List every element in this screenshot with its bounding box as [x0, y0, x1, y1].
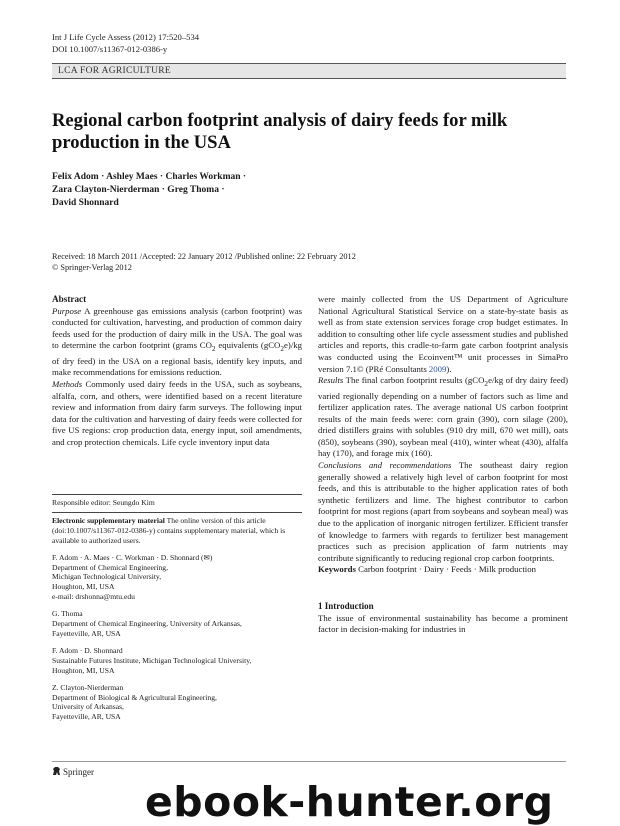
- affiliation-line: Department of Chemical Engineering, University of Arkansas,: [52, 619, 242, 629]
- subscript: 2: [211, 345, 216, 354]
- affiliation-line: Sustainable Futures Institute, Michigan Technological University,: [52, 655, 252, 665]
- author-line: Zara Clayton-Nierderman · Greg Thoma ·: [52, 184, 225, 195]
- methods-text-end: ).: [446, 363, 452, 374]
- abstract-methods-continued: [318, 294, 568, 375]
- purpose-text: e)/kg of dry feed) in the USA on a regional basis, identify key inputs, and make recommendations for emissions reduction.: [52, 340, 303, 378]
- abstract-conclusions: [318, 460, 568, 564]
- keywords: [318, 564, 568, 576]
- publisher-name: Springer: [63, 767, 94, 777]
- abstract-heading: Abstract: [52, 294, 87, 304]
- affiliation-names: F. Adom · D. Shonnard: [52, 645, 123, 655]
- copyright: © Springer-Verlag 2012: [52, 263, 132, 272]
- abstract-results: [318, 375, 568, 460]
- affiliation-line: Department of Chemical Engineering,: [52, 562, 168, 572]
- esm-label: Electronic supplementary material: [52, 515, 165, 525]
- title-line-2: production in the USA: [52, 132, 231, 153]
- abstract-methods: [52, 379, 302, 449]
- subscript: 2: [280, 345, 285, 354]
- affiliation-line: Fayetteville, AR, USA: [52, 712, 121, 722]
- affiliation-line: University of Arkansas,: [52, 702, 124, 712]
- affiliation-line: Houghton, MI, USA: [52, 582, 115, 592]
- conclusions-text: The southeast dairy region generally showed a relatively high level of carbon footprint for most feeds, and this is attributable to the higher application rates of both synthetic fertilizers and lime. The highest contributor to carbon footprint for most regions (apart from soybeans and soybean meal) was due to the application of inorganic nitrogen fertilizer. Efficient transfer of knowledge to farmers with regards to fertilizer best management practices such as precision application of farm nutrients may contribute significantly to reducing regional crop carbon footprints.: [318, 460, 568, 563]
- results-text: The final carbon footprint results (gCO: [343, 375, 485, 386]
- abstract-left-column: [52, 294, 302, 448]
- affiliation-line: Fayetteville, AR, USA: [52, 628, 121, 638]
- subscript: 2: [484, 379, 489, 388]
- affiliation-names: F. Adom · A. Maes · C. Workman · D. Shonnard (✉): [52, 552, 213, 562]
- doi: DOI 10.1007/s11367-012-0386-y: [52, 43, 168, 54]
- abstract-right-column: [318, 294, 568, 636]
- purpose-label: Purpose: [52, 305, 82, 316]
- methods-label: Methods: [52, 378, 83, 389]
- authors: [52, 171, 352, 209]
- author-line: Felix Adom · Ashley Maes · Charles Workman ·: [52, 172, 247, 182]
- notes-divider: [52, 512, 302, 513]
- methods-text: were mainly collected from the US Department of Agriculture National Agricultural Statistical Service on a state-by-state basis as well as from state extension services forage crop budget estimates. In addition to consulting other life cycle assessment studies and published articles and reports, this cradle-to-farm gate carbon footprint analysis was conducted using the Ecoinvent™ unit processes in SimaPro version 7.1© (PRé Consultants: [318, 294, 568, 374]
- affiliation-line: Houghton, MI, USA: [52, 665, 115, 675]
- methods-text: Commonly used dairy feeds in the USA, such as soybeans, alfalfa, corn, and others, were identified based on a recent literature review and information from dairy farm surveys. The following input data for the cultivation and harvesting of dairy feeds were collected for five US regions: crop production data, energy input, soil amendments, and crop protection chemicals. Life cycle inventory input data: [52, 378, 302, 447]
- introduction-heading: 1 Introduction: [318, 601, 374, 611]
- section-label-text: LCA FOR AGRICULTURE: [58, 66, 172, 76]
- article-notes: [52, 494, 302, 722]
- publisher-logo: [52, 766, 94, 777]
- author-line: David Shonnard: [52, 197, 119, 208]
- results-text: e/kg of dry dairy feed) varied regionally depending on a number of factors such as lime and fertilizer application rates. The average national US carbon footprint results of the main feeds were: corn grain (390), corn silage (200), dried distillers grains with solubles (910 dry mill, 670 wet mill), oats (850), soybeans (390), soybean meal (410), winter wheat (430), alfalfa hay (170), and forage mix (160).: [318, 375, 568, 459]
- publication-dates: [52, 251, 566, 273]
- keywords-label: Keywords: [318, 564, 356, 575]
- affiliation-names: G. Thoma: [52, 609, 83, 619]
- abstract-purpose: [52, 306, 302, 379]
- journal-meta: [52, 32, 199, 55]
- results-label: Results: [318, 375, 344, 386]
- affiliation-line: Michigan Technological University,: [52, 572, 162, 582]
- keywords-text: Carbon footprint · Dairy · Feeds · Milk production: [355, 564, 536, 575]
- affiliation-line: Department of Biological & Agricultural Engineering,: [52, 692, 217, 702]
- article-title: [52, 110, 522, 154]
- title-line-1: Regional carbon footprint analysis of dairy feeds for milk: [52, 110, 508, 131]
- citation-link[interactable]: 2009: [428, 363, 447, 374]
- supplementary-note: [52, 516, 302, 546]
- watermark: ebook-hunter.org: [145, 778, 554, 826]
- responsible-editor: Responsible editor: Seungdo Kim: [52, 498, 155, 507]
- springer-horse-icon: [52, 766, 61, 776]
- received-accepted-published: Received: 18 March 2011 /Accepted: 22 January 2012 /Published online: 22 February 2012: [52, 252, 356, 261]
- notes-divider: [52, 494, 302, 495]
- purpose-text: A greenhouse gas emissions analysis (carbon footprint) was conducted for cultivation, harvesting, and production of common dairy feeds used for the production of dairy milk in the USA. The goal was to determine the carbon footprint (grams CO: [52, 305, 302, 351]
- contact-email[interactable]: e-mail: drshonna@mtu.edu: [52, 592, 135, 602]
- esm-text: The online version of this article (doi:10.1007/s11367-012-0386-y) contains supplementary material, which is available to authorized users.: [52, 515, 286, 545]
- journal-citation: Int J Life Cycle Assess (2012) 17:520–534: [52, 32, 200, 42]
- affiliation-names: Z. Clayton-Nierderman: [52, 682, 124, 692]
- section-label: [52, 63, 566, 79]
- conclusions-label: Conclusions and recommendations: [318, 460, 452, 471]
- purpose-text: equivalents (gCO: [215, 340, 281, 351]
- introduction-text: The issue of environmental sustainability has become a prominent factor in decision-making for industries in: [318, 612, 568, 635]
- footer-divider: [52, 761, 566, 762]
